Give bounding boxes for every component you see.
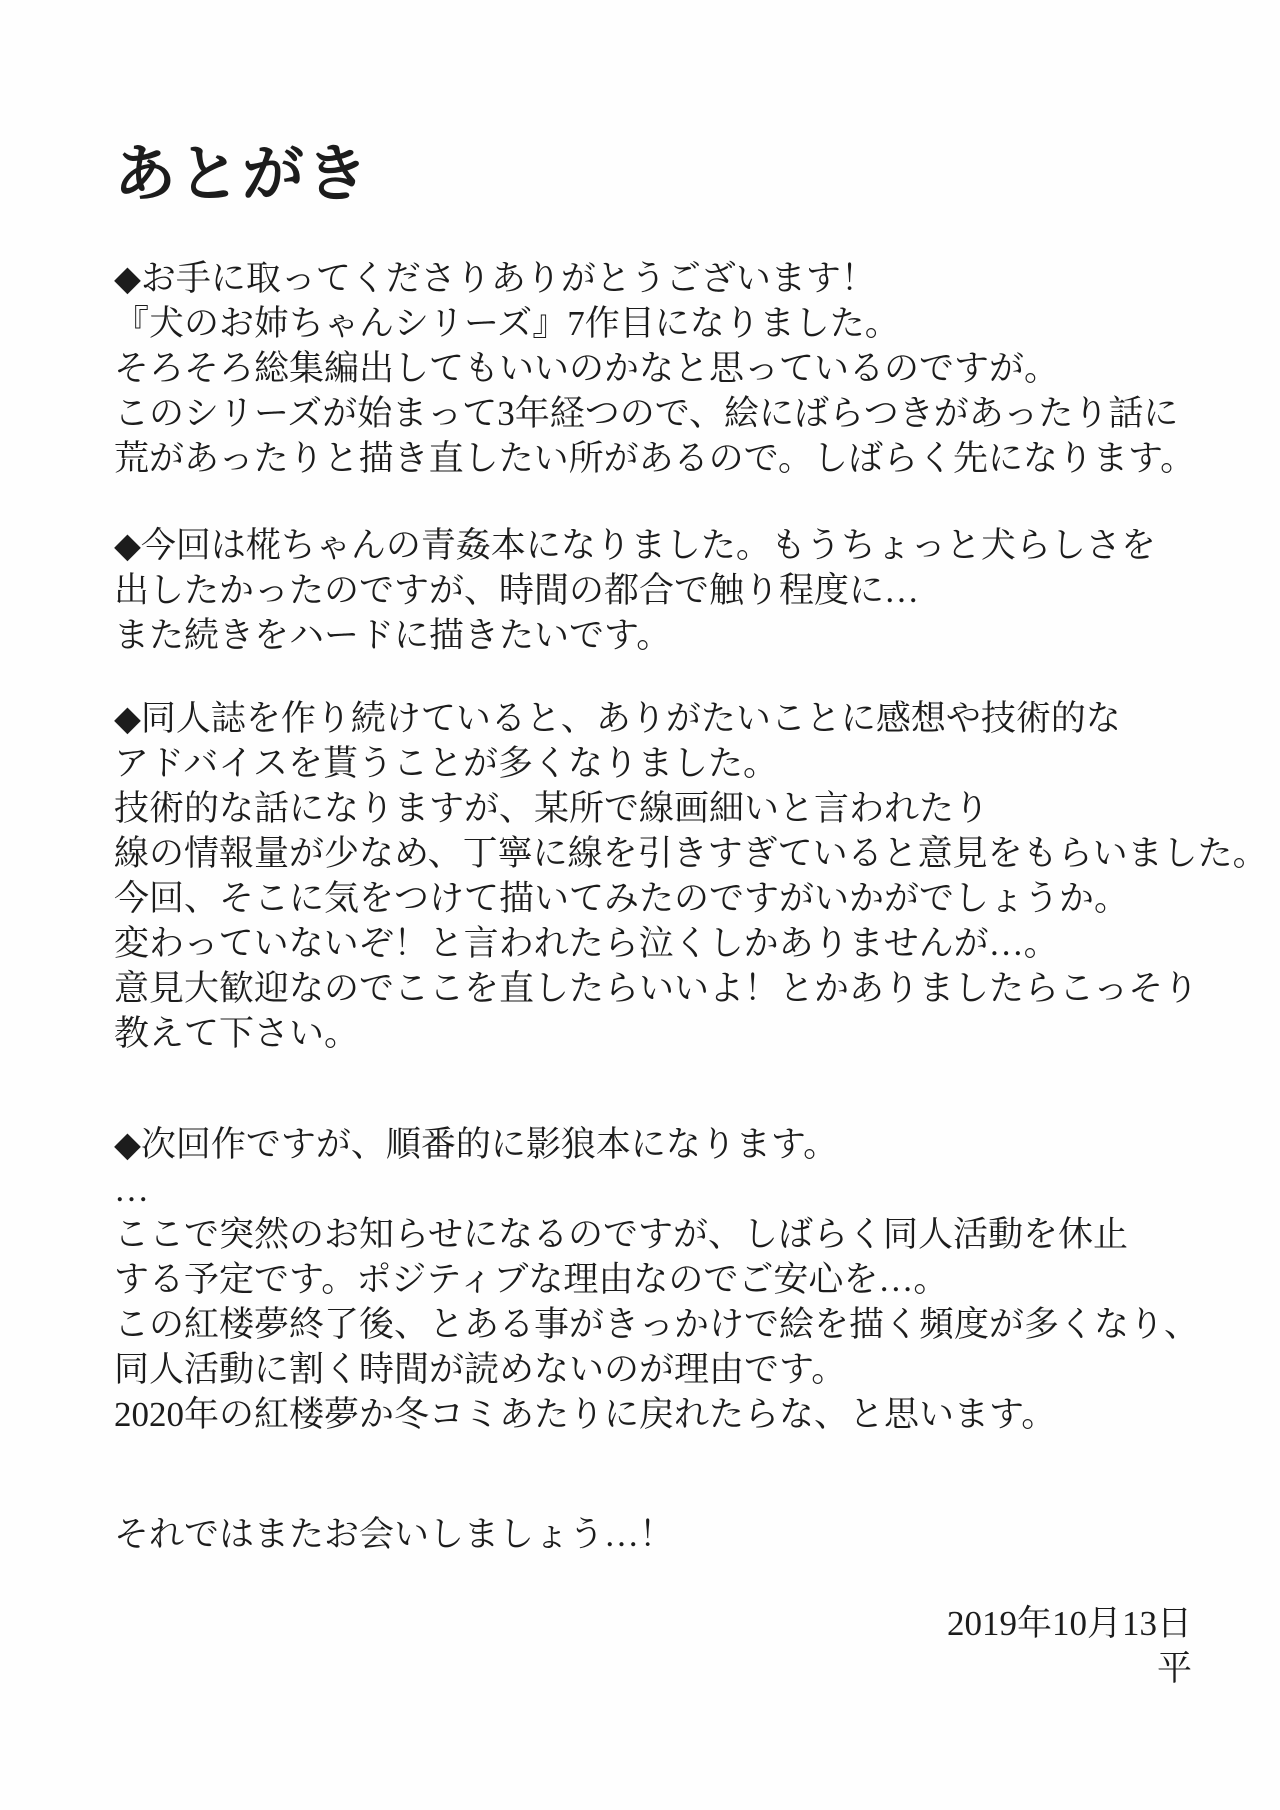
text-line: ◆お手に取ってくださりありがとうございます！ xyxy=(114,259,876,298)
text-line: 線の情報量が少なめ、丁寧に線を引きすぎていると意見をもらいました。 xyxy=(114,834,1268,873)
text-line: ここで突然のお知らせになるのですが、しばらく同人活動を休止 xyxy=(114,1215,1128,1254)
text-line: 変わっていないぞ！と言われたら泣くしかありませんが…。 xyxy=(114,924,1059,963)
closing-line xyxy=(114,1512,1192,1557)
date-signature-block xyxy=(114,1601,1192,1691)
text-line: アドバイスを貰うことが多くなりました。 xyxy=(114,744,778,783)
signature: 平 xyxy=(1156,1649,1192,1688)
text-line: 教えて下さい。 xyxy=(114,1014,360,1053)
text-line: する予定です。ポジティブな理由なのでご安心を…。 xyxy=(114,1260,949,1299)
paragraph-thanks xyxy=(114,256,1196,481)
text-line: 意見大歓迎なのでここを直したらいいよ！とかありましたらこっそり xyxy=(114,969,1199,1008)
paragraph-this-book xyxy=(114,523,1192,658)
text-line: 『犬のお姉ちゃんシリーズ』7作目になりました。 xyxy=(114,304,900,343)
text-line: … xyxy=(114,1170,149,1209)
text-line: 同人活動に割く時間が読めないのが理由です。 xyxy=(114,1350,847,1389)
text-line: このシリーズが始まって3年経つので、絵にばらつきがあったり話に xyxy=(114,394,1179,433)
paragraph-feedback xyxy=(114,696,1268,1056)
paragraph-next-work xyxy=(114,1122,1200,1437)
text-line: この紅楼夢終了後、とある事がきっかけで絵を描く頻度が多くなり、 xyxy=(114,1305,1200,1344)
text-line: 技術的な話になりますが、某所で線画細いと言われたり xyxy=(114,789,990,828)
text-line: 出したかったのですが、時間の都合で触り程度に… xyxy=(114,571,920,610)
text-line: 荒があったりと描き直したい所があるので。しばらく先になります。 xyxy=(114,439,1196,478)
page-title: あとがき xyxy=(114,141,371,209)
text-line: ◆次回作ですが、順番的に影狼本になります。 xyxy=(114,1125,839,1164)
text-line: また続きをハードに描きたいです。 xyxy=(114,616,672,655)
date-line: 2019年10月13日 xyxy=(946,1604,1192,1643)
text-line: それではまたお会いしましょう…！ xyxy=(114,1515,675,1554)
text-line: 2020年の紅楼夢か冬コミあたりに戻れたらな、と思います。 xyxy=(114,1395,1057,1434)
text-line: そろそろ総集編出してもいいのかなと思っているのですが。 xyxy=(114,349,1060,388)
text-line: ◆今回は椛ちゃんの青姦本になりました。もうちょっと犬らしさを xyxy=(114,526,1156,565)
text-line: ◆同人誌を作り続けていると、ありがたいことに感想や技術的な xyxy=(114,699,1121,738)
text-line: 今回、そこに気をつけて描いてみたのですがいかがでしょうか。 xyxy=(114,879,1130,918)
